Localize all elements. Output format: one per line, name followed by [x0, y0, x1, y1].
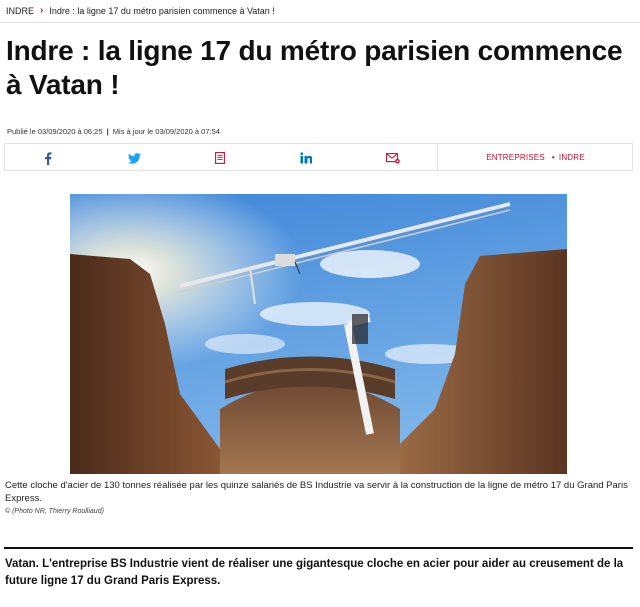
tag-indre[interactable]: INDRE	[558, 152, 585, 162]
facebook-icon	[44, 152, 52, 165]
linkedin-icon	[300, 152, 312, 164]
print-button[interactable]	[177, 144, 263, 172]
breadcrumb-section-link[interactable]: INDRE	[6, 6, 35, 16]
twitter-icon	[128, 153, 141, 164]
breadcrumb	[6, 6, 275, 16]
updated-date: Mis à jour le 03/09/2020 à 07:54	[112, 127, 220, 136]
published-date: Publié le 03/09/2020 à 06:25	[7, 127, 103, 136]
tag-entreprises[interactable]: ENTREPRISES	[486, 152, 545, 162]
article-lead: Vatan. L'entreprise BS Industrie vient de réaliser une gigantesque cloche en acier pour aider au creusement de la future ligne 17 du Grand Paris Express.	[5, 558, 624, 587]
photo-credit: © (Photo NR, Thierry Roulliaud)	[5, 508, 104, 515]
article-title: Indre : la ligne 17 du métro parisien commence à Vatan !	[6, 35, 623, 100]
photo-caption: Cette cloche d'acier de 130 tonnes réalisée par les quinze salariés de BS Industrie va servir à la construction de la ligne de métro 17 du Grand Paris Express.	[5, 480, 628, 504]
article-meta	[7, 127, 220, 136]
chevron-right-icon: ›	[40, 5, 44, 16]
header-divider	[0, 22, 640, 23]
article-photo	[70, 194, 567, 474]
share-twitter-button[interactable]	[91, 144, 177, 172]
steel-bell-photo	[70, 194, 567, 474]
share-facebook-button[interactable]	[5, 144, 91, 172]
share-email-button[interactable]	[349, 144, 437, 172]
lead-divider	[4, 547, 633, 549]
tag-separator-dot: •	[551, 152, 555, 162]
meta-separator: |	[106, 127, 109, 136]
share-bar	[4, 143, 633, 171]
tag-list	[437, 144, 633, 170]
email-icon	[386, 153, 400, 164]
print-icon	[215, 152, 225, 164]
breadcrumb-current: Indre : la ligne 17 du métro parisien commence à Vatan !	[49, 6, 275, 16]
share-linkedin-button[interactable]	[263, 144, 349, 172]
